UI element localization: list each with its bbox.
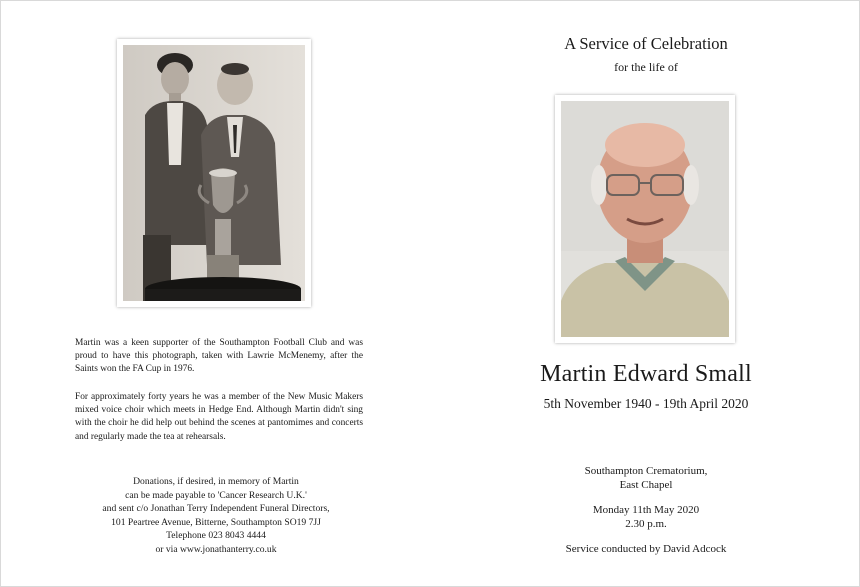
life-dates: 5th November 1940 - 19th April 2020: [543, 396, 749, 411]
fa-cup-photo-frame: [117, 39, 311, 307]
donations-website: or via www.jonathanterry.co.uk: [155, 543, 277, 555]
donations-line: Donations, if desired, in memory of Martin: [133, 476, 299, 487]
service-date: Monday 11th May 2020: [592, 504, 700, 516]
fa-cup-photograph: [123, 45, 305, 301]
portrait-frame: [555, 95, 735, 343]
officiant: Service conducted by David Adcock: [565, 543, 727, 555]
service-time: 2.30 p.m.: [625, 518, 667, 530]
portrait-photograph: [561, 101, 729, 337]
venue-chapel: East Chapel: [619, 479, 673, 491]
choir-paragraph: For approximately forty years he was a member of the New Music Makers mixed voice choir which meets in Hedge End. Although Martin didn't sing with the choir he did help out behind the scenes at pantomimes and concerts and regularly made the tea at rehearsals.: [75, 392, 363, 442]
donations-line: 101 Peartree Avenue, Bitterne, Southampton SO19 7JJ: [111, 516, 321, 528]
football-paragraph: Martin was a keen supporter of the Southampton Football Club and was proud to have this photograph, taken with Lawrie McMenemy, after the Saints won the FA Cup in 1976.: [75, 338, 363, 375]
donations-notice: [61, 475, 371, 557]
donations-line: can be made payable to 'Cancer Research U.K.': [125, 489, 307, 501]
donations-line: and sent c/o Jonathan Terry Independent Funeral Directors,: [102, 503, 330, 515]
venue-name: Southampton Crematorium,: [584, 465, 708, 477]
deceased-name: Martin Edward Small: [540, 361, 752, 387]
donations-telephone: Telephone 023 8043 4444: [166, 530, 266, 542]
service-subheading: for the life of: [614, 60, 678, 74]
service-heading: A Service of Celebration: [564, 34, 728, 53]
